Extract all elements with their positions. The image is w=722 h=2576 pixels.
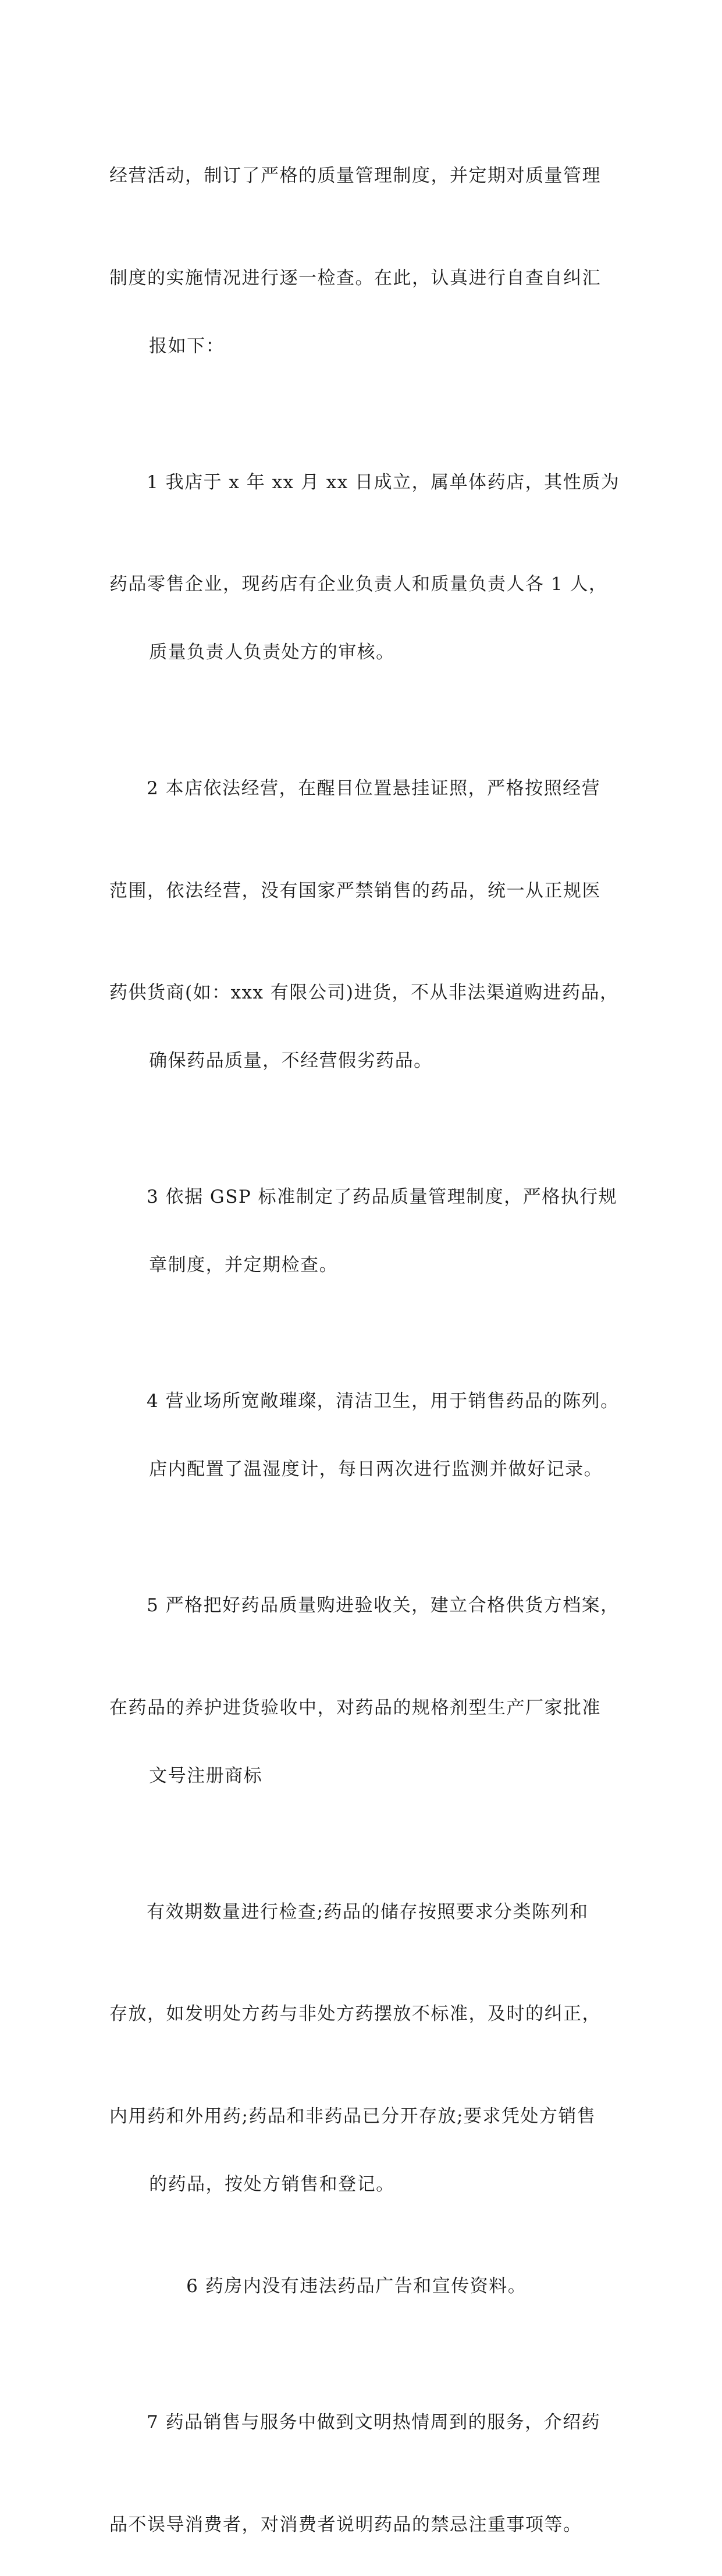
paragraph-item-1 bbox=[109, 397, 621, 704]
text-line: 的药品，按处方销售和登记。 bbox=[149, 2173, 395, 2195]
text-line: 1 我店于 x 年 xx 月 xx 日成立，属单体药店，其性质为 bbox=[147, 471, 620, 493]
document-body bbox=[109, 91, 621, 2576]
paragraph-item-3 bbox=[109, 1112, 621, 1316]
text-line: 确保药品质量，不经营假劣药品。 bbox=[149, 1050, 433, 1071]
text-line: 制度的实施情况进行逐一检查。在此，认真进行自查自纠汇 bbox=[109, 267, 601, 289]
text-line: 在药品的养护进货验收中，对药品的规格剂型生产厂家批准 bbox=[109, 1697, 601, 1718]
text-line: 药供货商(如：xxx 有限公司)进货，不从非法渠道购进药品， bbox=[109, 982, 619, 1003]
text-line: 店内配置了温湿度计，每日两次进行监测并做好记录。 bbox=[149, 1459, 603, 1480]
text-line: 4 营业场所宽敞璀璨，清洁卫生，用于销售药品的陈列。 bbox=[147, 1391, 620, 1412]
text-line: 报如下： bbox=[149, 335, 225, 357]
text-line: 3 依据 GSP 标准制定了药品质量管理制度，严格执行规 bbox=[147, 1186, 618, 1207]
paragraph-item-6 bbox=[109, 2236, 621, 2338]
text-line: 药品零售企业，现药店有企业负责人和质量负责人各 1 人， bbox=[109, 574, 608, 595]
paragraph-item-4 bbox=[109, 1316, 621, 1520]
text-line: 7 药品销售与服务中做到文明热情周到的服务，介绍药 bbox=[147, 2412, 601, 2433]
text-line: 品不误导消费者，对消费者说明药品的禁忌注重事项等。 bbox=[109, 2514, 582, 2535]
text-line: 2 本店依法经营，在醒目位置悬挂证照，严格按照经营 bbox=[147, 778, 601, 799]
text-line: 6 药房内没有违法药品广告和宣传资料。 bbox=[186, 2276, 527, 2297]
paragraph-item-5 bbox=[109, 1520, 621, 1827]
paragraph-item-7 bbox=[109, 2337, 621, 2576]
text-line: 质量负责人负责处方的审核。 bbox=[149, 642, 395, 663]
paragraph-item-2 bbox=[109, 703, 621, 1112]
paragraph-item-5-continued bbox=[109, 1827, 621, 2236]
text-line: 内用药和外用药;药品和非药品已分开存放;要求凭处方销售 bbox=[109, 2105, 596, 2127]
text-line: 存放，如发明处方药与非处方药摆放不标准，及时的纠正， bbox=[109, 2003, 601, 2024]
text-line: 经营活动，制订了严格的质量管理制度，并定期对质量管理 bbox=[109, 165, 601, 186]
text-line: 文号注册商标 bbox=[149, 1765, 263, 1786]
text-line: 章制度，并定期检查。 bbox=[149, 1255, 339, 1275]
text-line: 范围，依法经营，没有国家严禁销售的药品，统一从正规医 bbox=[109, 880, 601, 901]
text-line: 5 严格把好药品质量购进验收关，建立合格供货方档案， bbox=[147, 1595, 620, 1616]
paragraph-intro bbox=[109, 91, 621, 397]
text-line: 有效期数量进行检查;药品的储存按照要求分类陈列和 bbox=[147, 1901, 589, 1923]
